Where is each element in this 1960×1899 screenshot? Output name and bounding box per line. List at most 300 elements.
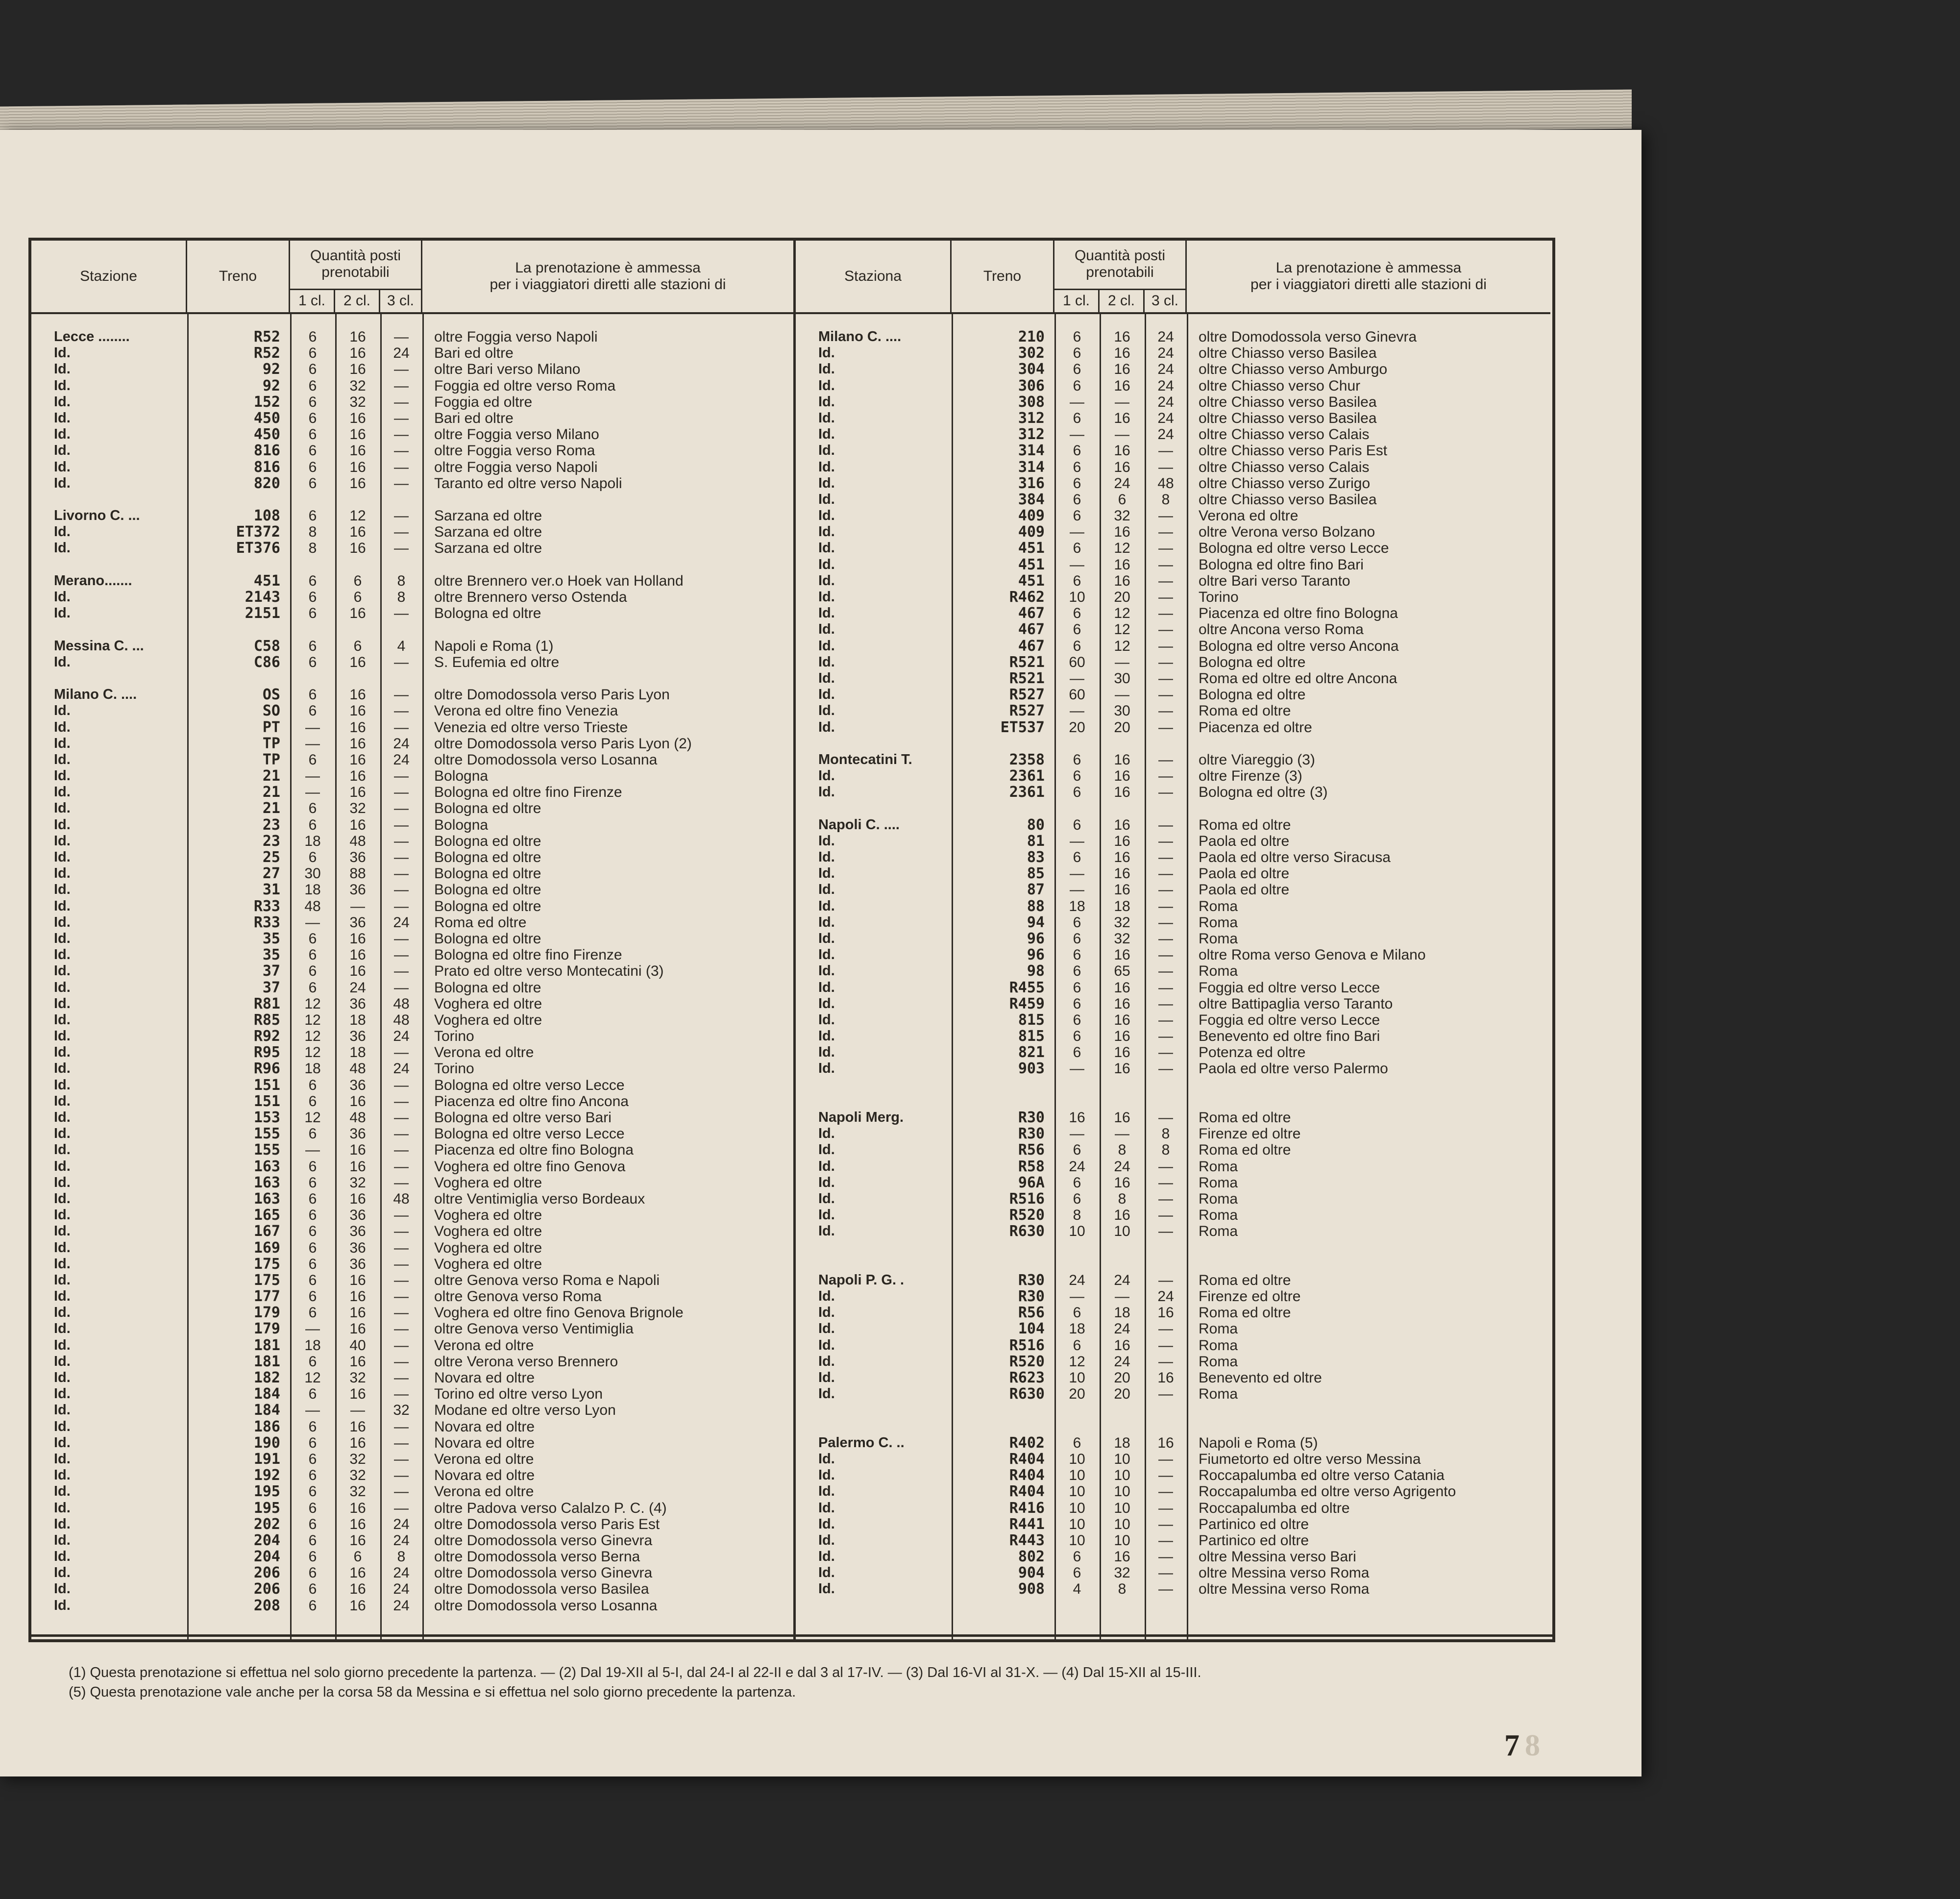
class2-seats-cell: 20 (1114, 589, 1130, 605)
table-row (31, 1044, 793, 1060)
destination-cell: Foggia ed oltre verso Lecce (1199, 979, 1380, 996)
class3-seats-cell: — (394, 1223, 409, 1240)
train-cell: 37 (262, 962, 280, 980)
header-station: Stazione (31, 241, 187, 312)
station-cell: Id. (818, 1386, 835, 1402)
class2-seats-cell: 16 (349, 1142, 366, 1159)
table-row (31, 1435, 793, 1451)
class3-seats-cell: 24 (393, 1532, 410, 1549)
class1-seats-cell: — (1070, 1288, 1084, 1305)
table-row (31, 882, 793, 898)
class3-seats-cell: 24 (393, 345, 410, 362)
footnote-line-2: (5) Questa prenotazione vale anche per la corsa 58 da Messina e si effettua nel solo giorno precedente la partenza. (69, 1684, 796, 1700)
train-cell: 2143 (245, 589, 280, 606)
train-cell: 314 (1018, 442, 1045, 460)
table-row (796, 768, 1550, 784)
station-cell: Id. (54, 475, 71, 491)
class1-seats-cell: 6 (308, 1288, 317, 1305)
table-row (31, 1305, 793, 1321)
class2-seats-cell: 16 (349, 930, 366, 947)
class2-seats-cell: 16 (349, 1321, 366, 1337)
train-cell: 108 (253, 507, 280, 525)
table-row (31, 426, 793, 443)
table-row (31, 1370, 793, 1386)
class2-seats-cell: 36 (349, 1077, 366, 1093)
class2-seats-cell: 16 (349, 963, 366, 980)
station-cell: Id. (54, 1142, 71, 1158)
train-cell: 206 (253, 1564, 280, 1582)
station-cell: Id. (54, 377, 71, 394)
table-row (796, 817, 1550, 833)
class1-seats-cell: 6 (308, 1386, 317, 1403)
train-cell: TP (262, 735, 280, 752)
class3-seats-cell: 8 (1161, 491, 1170, 508)
train-cell: 175 (253, 1271, 280, 1289)
class2-seats-cell: 16 (1114, 361, 1130, 378)
class3-seats-cell: — (394, 1451, 409, 1467)
table-row (31, 784, 793, 800)
class2-seats-cell: 88 (349, 865, 366, 882)
destination-cell: Roma ed oltre (1199, 1305, 1291, 1321)
station-cell: Id. (54, 1044, 71, 1060)
class1-seats-cell: 6 (1073, 1142, 1081, 1159)
station-cell: Id. (54, 865, 71, 882)
class3-seats-cell: — (394, 1272, 409, 1288)
class1-seats-cell: 8 (308, 540, 317, 557)
class3-seats-cell: — (1158, 1353, 1173, 1370)
reservation-table (28, 238, 1555, 1642)
class2-seats-cell: 32 (1114, 914, 1130, 931)
destination-cell: Novara ed oltre (434, 1418, 535, 1435)
destination-cell: Novara ed oltre (434, 1434, 535, 1451)
station-cell: Id. (54, 1093, 71, 1109)
train-cell: R462 (1009, 589, 1045, 606)
table-row (31, 1354, 793, 1370)
class1-seats-cell: 6 (1073, 768, 1081, 785)
station-cell: Id. (54, 1223, 71, 1239)
station-cell: Id. (54, 1516, 71, 1532)
class2-seats-cell: 16 (1114, 556, 1130, 573)
destination-cell: Verona ed oltre (1199, 508, 1298, 524)
destination-cell: oltre Domodossola verso Ginevra (434, 1532, 653, 1549)
class3-seats-cell: — (1158, 589, 1173, 605)
train-cell: R404 (1009, 1483, 1045, 1501)
station-cell: Id. (818, 1060, 835, 1077)
header-quantity (290, 241, 422, 289)
train-cell: 169 (253, 1239, 280, 1257)
destination-cell: Napoli e Roma (1) (434, 638, 554, 654)
class3-seats-cell: — (1158, 768, 1173, 785)
station-cell: Id. (54, 1305, 71, 1321)
table-row (31, 378, 793, 394)
destination-cell: Bologna ed oltre (1199, 687, 1306, 703)
train-cell: 451 (253, 572, 280, 590)
station-cell: Id. (818, 1451, 835, 1467)
class1-seats-cell: 30 (304, 865, 321, 882)
destination-cell: oltre Foggia verso Napoli (434, 459, 598, 475)
table-row (31, 1272, 793, 1288)
destination-cell: oltre Genova verso Roma e Napoli (434, 1272, 660, 1288)
train-cell: 163 (253, 1174, 280, 1191)
table-row (796, 1435, 1550, 1451)
station-cell: Id. (818, 703, 835, 719)
class2-seats-cell: 16 (1114, 995, 1130, 1012)
class1-seats-cell: 6 (308, 1077, 317, 1093)
class1-seats-cell: 6 (1073, 963, 1081, 980)
class3-seats-cell: — (1158, 524, 1173, 541)
train-cell: 155 (253, 1141, 280, 1159)
class2-seats-cell: 12 (1114, 540, 1130, 557)
class3-seats-cell: — (394, 768, 409, 785)
header-destination-line1: La prenotazione è ammessa (1275, 260, 1462, 276)
station-cell: Id. (54, 589, 71, 605)
class1-seats-cell: 6 (308, 1174, 317, 1191)
table-row (31, 410, 793, 426)
station-cell: Id. (818, 524, 835, 540)
station-cell: Id. (54, 1239, 71, 1256)
class1-seats-cell: 6 (308, 1256, 317, 1272)
table-row (796, 638, 1550, 654)
class1-seats-cell: 8 (1073, 1207, 1081, 1224)
class3-seats-cell: — (394, 524, 409, 541)
class2-seats-cell: 32 (349, 1174, 366, 1191)
destination-cell: Roma (1199, 1158, 1238, 1175)
destination-cell: oltre Battipaglia verso Taranto (1199, 995, 1393, 1012)
class2-seats-cell: 12 (1114, 605, 1130, 622)
class2-seats-cell: 16 (349, 459, 366, 475)
destination-cell: oltre Genova verso Ventimiglia (434, 1321, 634, 1337)
table-row (796, 1028, 1550, 1044)
table-row (796, 426, 1550, 443)
train-cell: R527 (1009, 686, 1045, 704)
destination-cell: oltre Chiasso verso Basilea (1199, 491, 1377, 508)
train-cell: 409 (1018, 507, 1045, 525)
class2-seats-cell: 48 (349, 1060, 366, 1077)
station-cell: Id. (54, 784, 71, 800)
station-cell: Id. (818, 1142, 835, 1158)
class1-seats-cell: 6 (1073, 979, 1081, 996)
table-row (31, 1077, 793, 1093)
station-cell: Id. (54, 1126, 71, 1142)
class1-seats-cell: 10 (1069, 1451, 1085, 1467)
station-cell: Id. (54, 524, 71, 540)
class3-seats-cell: — (394, 1158, 409, 1175)
station-cell: Id. (54, 1418, 71, 1434)
class2-seats-cell: 32 (349, 394, 366, 410)
destination-cell: Roma (1199, 963, 1238, 980)
table-row (31, 443, 793, 459)
class1-seats-cell: 6 (308, 687, 317, 703)
table-row (31, 1207, 793, 1223)
station-cell: Id. (54, 1272, 71, 1288)
train-cell: 155 (253, 1125, 280, 1143)
station-cell: Id. (818, 1353, 835, 1369)
class1-seats-cell: 6 (1073, 1044, 1081, 1061)
station-cell: Id. (54, 426, 71, 443)
destination-cell: Roma (1199, 914, 1238, 931)
destination-cell: Verona ed oltre (434, 1483, 534, 1500)
table-row (796, 410, 1550, 426)
station-cell: Id. (818, 572, 835, 589)
class1-seats-cell: 6 (308, 1158, 317, 1175)
class3-seats-cell: — (394, 1142, 409, 1159)
class3-seats-cell: 24 (393, 1060, 410, 1077)
class3-seats-cell: — (1158, 1011, 1173, 1028)
class2-seats-cell: 10 (1114, 1500, 1130, 1516)
class2-seats-cell: 16 (1114, 345, 1130, 362)
class3-seats-cell: — (394, 605, 409, 622)
destination-cell: Bologna (434, 816, 489, 833)
class1-seats-cell: 6 (308, 1565, 317, 1581)
class2-seats-cell: 16 (349, 1597, 366, 1614)
class2-seats-cell: 16 (1114, 572, 1130, 589)
class3-seats-cell: 48 (1157, 475, 1174, 492)
class3-seats-cell: — (394, 1239, 409, 1256)
destination-cell: Bologna ed oltre verso Ancona (1199, 638, 1399, 654)
class1-seats-cell: 6 (308, 1467, 317, 1484)
train-cell: R630 (1009, 1223, 1045, 1240)
destination-cell: Novara ed oltre (434, 1370, 535, 1386)
destination-cell: Paola ed oltre verso Palermo (1199, 1060, 1388, 1077)
station-cell: Napoli Merg. (818, 1110, 904, 1125)
class2-seats-cell: 16 (1114, 947, 1130, 963)
destination-cell: oltre Domodossola verso Berna (434, 1549, 640, 1565)
destination-cell: oltre Roma verso Genova e Milano (1199, 947, 1426, 963)
class3-seats-cell: — (1158, 540, 1173, 557)
train-cell: 80 (1027, 816, 1045, 834)
class2-seats-cell: — (350, 898, 365, 914)
class2-seats-cell: 16 (349, 426, 366, 443)
train-cell: 450 (253, 409, 280, 427)
class1-seats-cell: 18 (1069, 898, 1085, 914)
class2-seats-cell: 16 (1114, 1060, 1130, 1077)
station-cell: Id. (818, 426, 835, 443)
station-cell: Id. (54, 1565, 71, 1581)
class1-seats-cell: 20 (1069, 719, 1085, 736)
train-cell: 92 (262, 361, 280, 378)
train-cell: R516 (1009, 1190, 1045, 1208)
destination-cell: Roccapalumba ed oltre verso Agrigento (1199, 1483, 1456, 1500)
destination-cell: S. Eufemia ed oltre (434, 654, 560, 670)
train-cell: R404 (1009, 1467, 1045, 1484)
class3-seats-cell: 16 (1157, 1305, 1174, 1321)
destination-cell: oltre Chiasso verso Basilea (1199, 394, 1377, 410)
destination-cell: oltre Foggia verso Milano (434, 426, 599, 443)
class1-seats-cell: 48 (304, 898, 321, 914)
header-train: Treno (187, 241, 290, 312)
destination-cell: Bologna ed oltre fino Bari (1199, 556, 1364, 573)
destination-cell: Bologna ed oltre (434, 979, 541, 996)
train-cell: 204 (253, 1548, 280, 1566)
station-cell: Id. (818, 1011, 835, 1028)
station-cell: Id. (818, 995, 835, 1011)
class1-seats-cell: 6 (1073, 1549, 1081, 1565)
station-cell: Id. (818, 508, 835, 524)
class2-seats-cell: 10 (1114, 1451, 1130, 1467)
train-cell: 908 (1018, 1580, 1045, 1598)
station-cell: Id. (54, 800, 71, 816)
class1-seats-cell: 6 (1073, 605, 1081, 622)
station-cell: Id. (818, 361, 835, 377)
station-cell: Id. (54, 1207, 71, 1223)
station-cell: Id. (818, 377, 835, 394)
train-cell: R455 (1009, 979, 1045, 996)
table-row (796, 443, 1550, 459)
class1-seats-cell: 6 (1073, 638, 1081, 654)
class2-seats-cell: 16 (349, 1516, 366, 1532)
class2-seats-cell: 16 (1114, 443, 1130, 459)
train-cell: 179 (253, 1304, 280, 1322)
class3-seats-cell: — (394, 475, 409, 492)
class1-seats-cell: 6 (308, 410, 317, 426)
class1-seats-cell: 10 (1069, 1223, 1085, 1240)
table-row (796, 573, 1550, 589)
destination-cell: Firenze ed oltre (1199, 1126, 1301, 1142)
class1-seats-cell: 6 (308, 443, 317, 459)
class3-seats-cell: — (1158, 621, 1173, 638)
station-cell: Id. (54, 914, 71, 930)
table-row (31, 1451, 793, 1467)
class2-seats-cell: 16 (349, 361, 366, 378)
station-cell: Id. (818, 979, 835, 995)
destination-cell: Venezia ed oltre verso Trieste (434, 719, 628, 736)
class1-seats-cell: — (305, 784, 320, 801)
table-row (796, 1288, 1550, 1305)
train-cell: 304 (1018, 361, 1045, 378)
destination-cell: oltre Domodossola verso Paris Lyon (2) (434, 735, 692, 752)
table-row (31, 1028, 793, 1044)
train-cell: 184 (253, 1402, 280, 1419)
train-cell: 151 (253, 1076, 280, 1094)
class1-seats-cell: 6 (1073, 1305, 1081, 1321)
destination-cell: Foggia ed oltre (434, 394, 533, 410)
table-row (796, 508, 1550, 524)
train-cell: ET537 (1000, 718, 1045, 736)
station-cell: Id. (818, 1516, 835, 1532)
class3-seats-cell: 24 (1157, 329, 1174, 345)
class3-seats-cell: 8 (397, 589, 406, 605)
station-cell: Id. (54, 735, 71, 751)
class1-seats-cell: 6 (1073, 459, 1081, 475)
station-cell: Id. (818, 865, 835, 882)
class3-seats-cell: — (1158, 638, 1173, 654)
class3-seats-cell: — (1158, 1483, 1173, 1500)
station-cell: Id. (818, 1174, 835, 1190)
destination-cell: Partinico ed oltre (1199, 1516, 1309, 1532)
station-cell: Id. (818, 654, 835, 670)
destination-cell: Roma ed oltre (1199, 1110, 1291, 1126)
class3-seats-cell: 4 (397, 638, 406, 654)
destination-cell: oltre Brennero ver.o Hoek van Holland (434, 572, 684, 589)
class3-seats-cell: — (394, 849, 409, 865)
destination-cell: Verona ed oltre (434, 1337, 534, 1354)
table-row (31, 1419, 793, 1435)
train-cell: 98 (1027, 962, 1045, 980)
table-row (31, 1191, 793, 1207)
train-cell: R95 (253, 1044, 280, 1061)
train-cell: R85 (253, 1011, 280, 1029)
destination-cell: Piacenza ed oltre fino Bologna (434, 1142, 634, 1159)
class1-seats-cell: — (1070, 833, 1084, 849)
class2-seats-cell: 16 (349, 329, 366, 345)
class1-seats-cell: 6 (308, 963, 317, 980)
class2-seats-cell: 16 (349, 654, 366, 670)
class1-seats-cell: 6 (308, 345, 317, 362)
spacer-row (796, 1256, 1550, 1272)
table-row (796, 524, 1550, 540)
station-cell: Id. (818, 1223, 835, 1239)
destination-cell: Roma (1199, 1337, 1238, 1354)
station-cell: Id. (818, 914, 835, 930)
class3-seats-cell: — (394, 963, 409, 980)
destination-cell: Prato ed oltre verso Montecatini (3) (434, 963, 664, 980)
station-cell: Id. (54, 1060, 71, 1077)
station-cell: Id. (818, 1483, 835, 1500)
destination-cell: Roma (1199, 898, 1238, 914)
train-cell: R404 (1009, 1450, 1045, 1468)
station-cell: Id. (54, 1434, 71, 1451)
train-cell: TP (262, 751, 280, 768)
class2-seats-cell: 24 (1114, 1272, 1130, 1288)
table-row (31, 1321, 793, 1337)
destination-cell: Bologna ed oltre (434, 605, 541, 622)
table-row (31, 475, 793, 492)
class3-seats-cell: — (394, 687, 409, 703)
train-cell: 312 (1018, 426, 1045, 444)
destination-cell: Paola ed oltre (1199, 865, 1290, 882)
destination-cell: Roma (1199, 930, 1238, 947)
class1-seats-cell: 6 (308, 1305, 317, 1321)
class1-seats-cell: 6 (308, 800, 317, 817)
table-row (31, 1549, 793, 1565)
class2-seats-cell: 16 (1114, 1044, 1130, 1061)
table-row (796, 947, 1550, 963)
class2-seats-cell: 24 (1114, 1321, 1130, 1337)
destination-cell: Voghera ed oltre (434, 1174, 542, 1191)
table-row (796, 914, 1550, 931)
train-cell: ET376 (236, 540, 280, 557)
table-row (796, 980, 1550, 996)
class3-seats-cell: — (1158, 703, 1173, 719)
class1-seats-cell: 18 (304, 833, 321, 849)
class3-seats-cell: — (1158, 1190, 1173, 1207)
table-row (796, 1354, 1550, 1370)
train-cell: 820 (253, 474, 280, 492)
station-cell: Id. (818, 1044, 835, 1060)
class2-seats-cell: 10 (1114, 1467, 1130, 1484)
station-cell: Id. (818, 475, 835, 491)
train-cell: R630 (1009, 1385, 1045, 1403)
class2-seats-cell: 16 (1114, 833, 1130, 849)
destination-cell: Bologna ed oltre (3) (1199, 784, 1328, 801)
left-rows (31, 329, 793, 1614)
destination-cell: Roma ed oltre (1199, 816, 1291, 833)
train-cell: 25 (262, 849, 280, 866)
destination-cell: Taranto ed oltre verso Napoli (434, 475, 622, 492)
destination-cell: Voghera ed oltre (434, 995, 542, 1012)
train-cell: 179 (253, 1320, 280, 1338)
station-cell: Id. (54, 1353, 71, 1369)
table-row (796, 1175, 1550, 1191)
footnote-rule (28, 1634, 1555, 1637)
train-cell: 467 (1018, 621, 1045, 639)
table-row (796, 1321, 1550, 1337)
class3-seats-cell: 48 (393, 1011, 410, 1028)
table-row (31, 752, 793, 768)
class1-seats-cell: — (305, 719, 320, 736)
destination-cell: Bologna ed oltre (1199, 654, 1306, 670)
class1-seats-cell: 60 (1069, 687, 1085, 703)
